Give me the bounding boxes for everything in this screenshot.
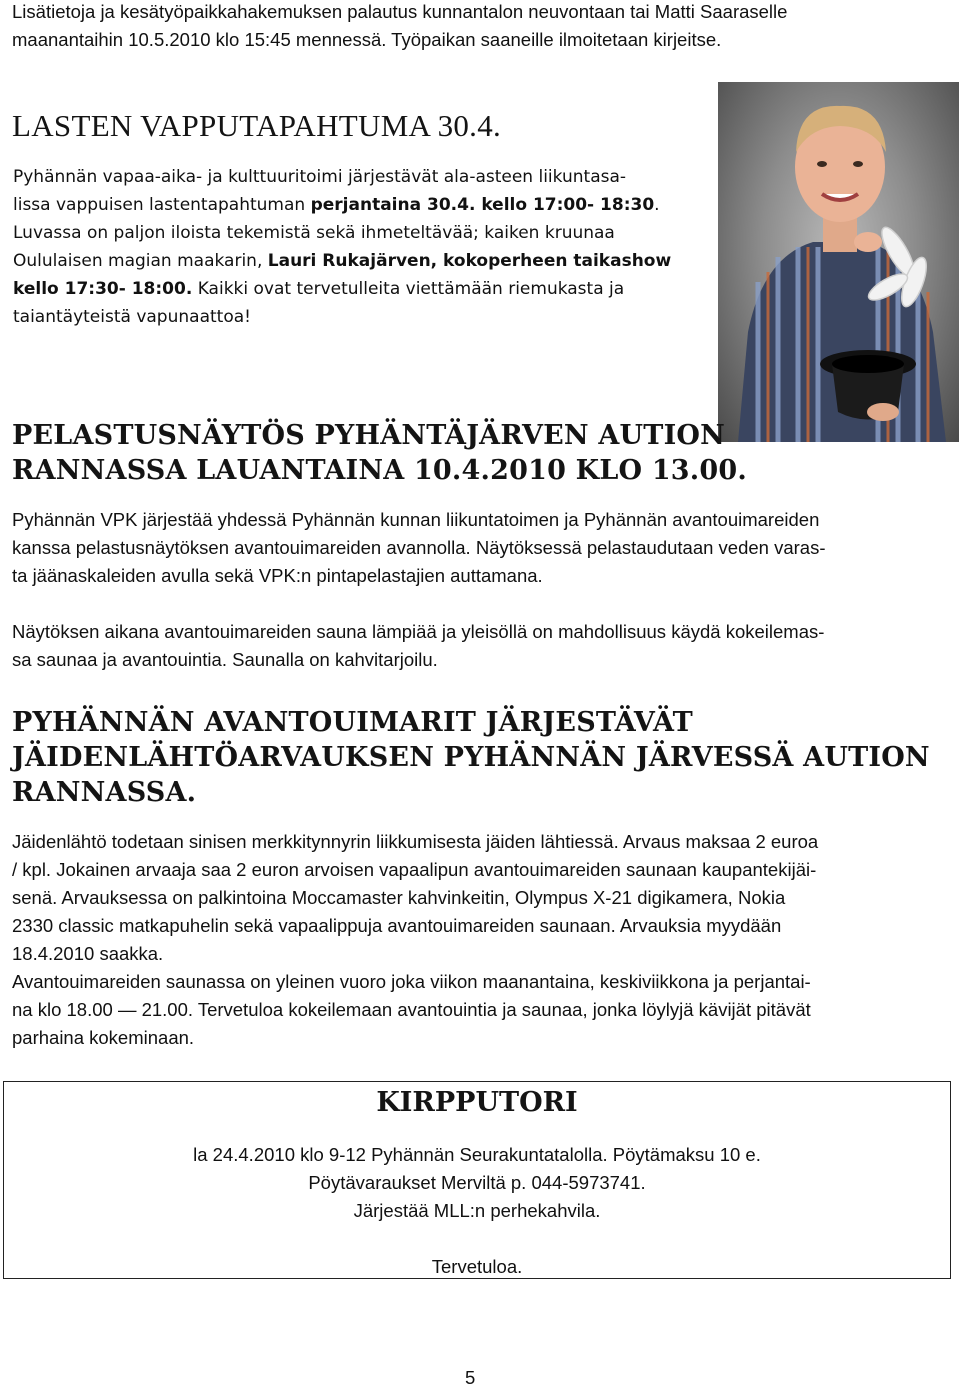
vappu-line-6: taiantäyteistä vapunaattoa! bbox=[13, 307, 251, 327]
avanto-heading-2: JÄIDENLÄHTÖARVAUKSEN PYHÄNNÄN JÄRVESSÄ AUTION bbox=[12, 742, 930, 773]
avanto-line-4: 2330 classic matkapuhelin sekä vapaalippuja avantouimareiden saunaan. Arvauksia myydään bbox=[12, 915, 782, 936]
vappu-line-2a: lissa vappuisen lastentapahtuman bbox=[13, 195, 311, 215]
kirpputori-line-4: Tervetuloa. bbox=[431, 1256, 523, 1277]
avanto-line-6: Avantouimareiden saunassa on yleinen vuoro joka viikon maanantaina, keskiviikkona ja perjantai- bbox=[12, 971, 811, 992]
magician-illustration bbox=[718, 82, 959, 442]
avanto-line-2: / kpl. Jokainen arvaaja saa 2 euron arvoisen vapaalipun avantouimareiden saunaan kaupantekijäi- bbox=[12, 859, 817, 880]
pelastus-p1-line-2: kanssa pelastusnäytöksen avantouimareiden avannolla. Näytöksessä pelastaudutaan veden varas- bbox=[12, 537, 826, 558]
pelastus-text bbox=[12, 506, 952, 674]
avanto-line-5: 18.4.2010 saakka. bbox=[12, 943, 164, 964]
avanto-line-8: parhaina kokeminaan. bbox=[12, 1027, 195, 1048]
avanto-heading-3: RANNASSA. bbox=[12, 777, 197, 808]
kirpputori-line-3: Järjestää MLL:n perhekahvila. bbox=[353, 1200, 601, 1221]
avanto-heading-1: PYHÄNNÄN AVANTOUIMARIT JÄRJESTÄVÄT bbox=[12, 707, 693, 738]
vappu-line-4 bbox=[13, 247, 713, 275]
vappu-heading: LASTEN VAPPUTAPAHTUMA 30.4. bbox=[12, 108, 502, 143]
avanto-line-3: senä. Arvauksessa on palkintoina Moccamaster kahvinkeitin, Olympus X-21 digikamera, Nokia bbox=[12, 887, 786, 908]
intro-line-2: maanantaihin 10.5.2010 klo 15:45 mennessä. Työpaikan saaneille ilmoitetaan kirjeitse. bbox=[12, 29, 722, 50]
vappu-line-2c: . bbox=[654, 195, 660, 215]
vappu-text bbox=[13, 163, 713, 331]
kirpputori-box bbox=[3, 1081, 951, 1279]
vappu-performer: Lauri Rukajärven, kokoperheen taikashow bbox=[267, 251, 672, 271]
pelastus-heading-2: RANNASSA LAUANTAINA 10.4.2010 KLO 13.00. bbox=[12, 455, 747, 486]
pelastus-heading-1: PELASTUSNÄYTÖS PYHÄNTÄJÄRVEN AUTION bbox=[12, 420, 726, 451]
vappu-show-time: kello 17:30- 18:00. bbox=[13, 279, 193, 299]
page-number: 5 bbox=[465, 1367, 476, 1388]
avanto-line-7: na klo 18.00 — 21.00. Tervetuloa kokeilemaan avantouintia ja saunaa, jonka löylyjä kävijät pitävät bbox=[12, 999, 811, 1020]
pelastus-p2-line-2: sa saunaa ja avantouintia. Saunalla on kahvitarjoilu. bbox=[12, 649, 438, 670]
vappu-date-time: perjantaina 30.4. kello 17:00- 18:30 bbox=[310, 195, 655, 215]
pelastus-p1-line-1: Pyhännän VPK järjestää yhdessä Pyhännän kunnan liikuntatoimen ja Pyhännän avantouimareiden bbox=[12, 509, 820, 530]
pelastus-p2-line-1: Näytöksen aikana avantouimareiden sauna lämpiää ja yleisöllä on mahdollisuus käydä kokeilemas- bbox=[12, 621, 825, 642]
kirpputori-heading: KIRPPUTORI bbox=[376, 1087, 578, 1118]
vappu-line-5b: Kaikki ovat tervetulleita viettämään riemukasta ja bbox=[192, 279, 625, 299]
vappu-line-4a: Oululaisen magian maakarin, bbox=[13, 251, 268, 271]
pelastus-p1-line-3: ta jäänaskaleiden avulla sekä VPK:n pintapelastajien auttamana. bbox=[12, 565, 543, 586]
intro-line-1: Lisätietoja ja kesätyöpaikkahakemuksen palautus kunnantalon neuvontaan tai Matti Saaraselle bbox=[12, 1, 788, 22]
avanto-text bbox=[12, 828, 952, 1052]
avanto-line-1: Jäidenlähtö todetaan sinisen merkkitynnyrin liikkumisesta jäiden lähtiessä. Arvaus maksaa 2 euroa bbox=[12, 831, 819, 852]
kirpputori-line-1: la 24.4.2010 klo 9-12 Pyhännän Seurakuntatalolla. Pöytämaksu 10 e. bbox=[193, 1144, 761, 1165]
vappu-line-5 bbox=[13, 275, 713, 303]
vappu-line-3: Luvassa on paljon iloista tekemistä sekä ihmeteltävää; kaiken kruunaa bbox=[13, 223, 615, 243]
magician-photo bbox=[718, 82, 959, 442]
vappu-line-2 bbox=[13, 191, 713, 219]
vappu-line-1: Pyhännän vapaa-aika- ja kulttuuritoimi järjestävät ala-asteen liikuntasa- bbox=[13, 167, 627, 187]
kirpputori-line-2: Pöytävaraukset Merviltä p. 044-5973741. bbox=[308, 1172, 646, 1193]
